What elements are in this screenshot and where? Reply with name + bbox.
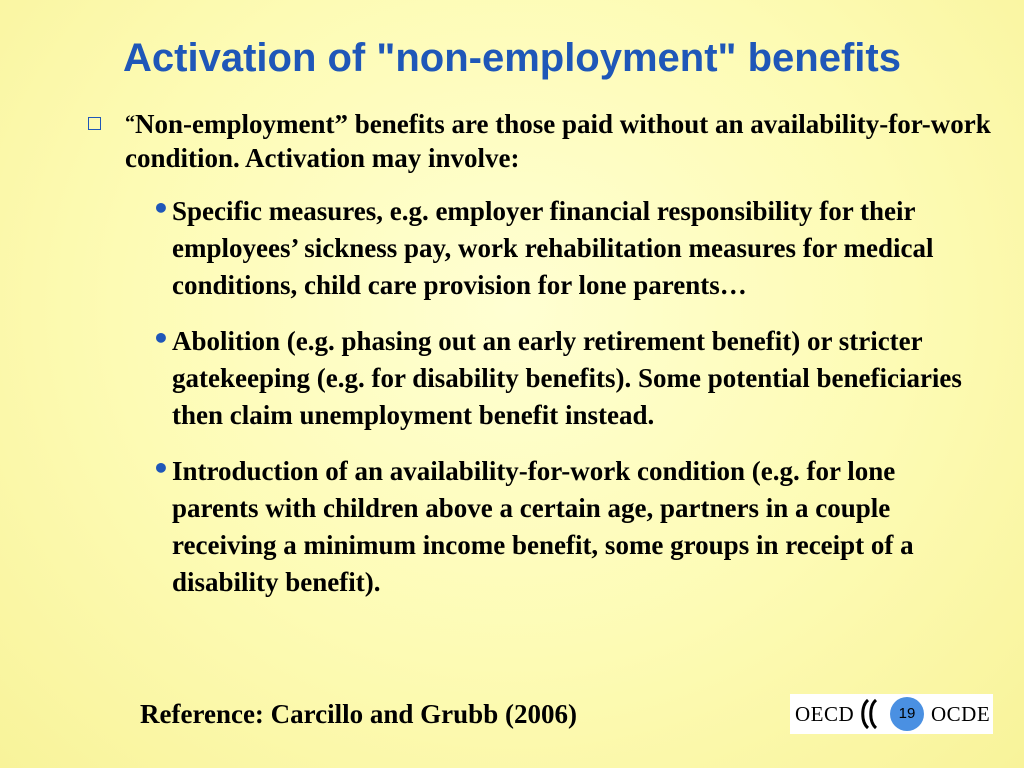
main-bullet-text xyxy=(125,106,1005,175)
main-bullet-body: Non-employment” benefits are those paid without an availability-for-work condition. Activation may involve: xyxy=(125,109,991,173)
logo-text-right: OCDE xyxy=(931,702,991,726)
reference-text: Reference: Carcillo and Grubb (2006) xyxy=(140,699,577,729)
logo-text-left: OECD xyxy=(795,702,855,726)
sub-bullet-text: Abolition (e.g. phasing out an early retirement benefit) or stricter gatekeeping (e.g. for disability benefits). Some potential beneficiaries then claim unemployment benefit instead. xyxy=(172,326,962,430)
dot-bullet-icon: • xyxy=(152,192,170,225)
page-number-badge: 19 xyxy=(890,697,924,731)
square-bullet-icon xyxy=(88,117,101,130)
sub-bullet-list xyxy=(150,193,980,620)
sub-bullet-item xyxy=(150,453,980,601)
sub-bullet-item xyxy=(150,193,980,304)
sub-bullet-text: Specific measures, e.g. employer financial responsibility for their employees’ sickness pay, work rehabilitation measures for medical conditions, child care provision for lone parents… xyxy=(172,196,934,300)
oecd-chevron-icon xyxy=(856,698,886,730)
slide-title: Activation of "non-employment" benefits xyxy=(123,36,901,80)
sub-bullet-text: Introduction of an availability-for-work condition (e.g. for lone parents with children above a certain age, partners in a couple receiving a minimum income benefit, some groups in receipt of a disability benefit). xyxy=(172,456,914,597)
dot-bullet-icon: • xyxy=(152,322,170,355)
dot-bullet-icon: • xyxy=(152,452,170,485)
sub-bullet-item xyxy=(150,323,980,434)
open-quote: “ xyxy=(125,112,135,134)
